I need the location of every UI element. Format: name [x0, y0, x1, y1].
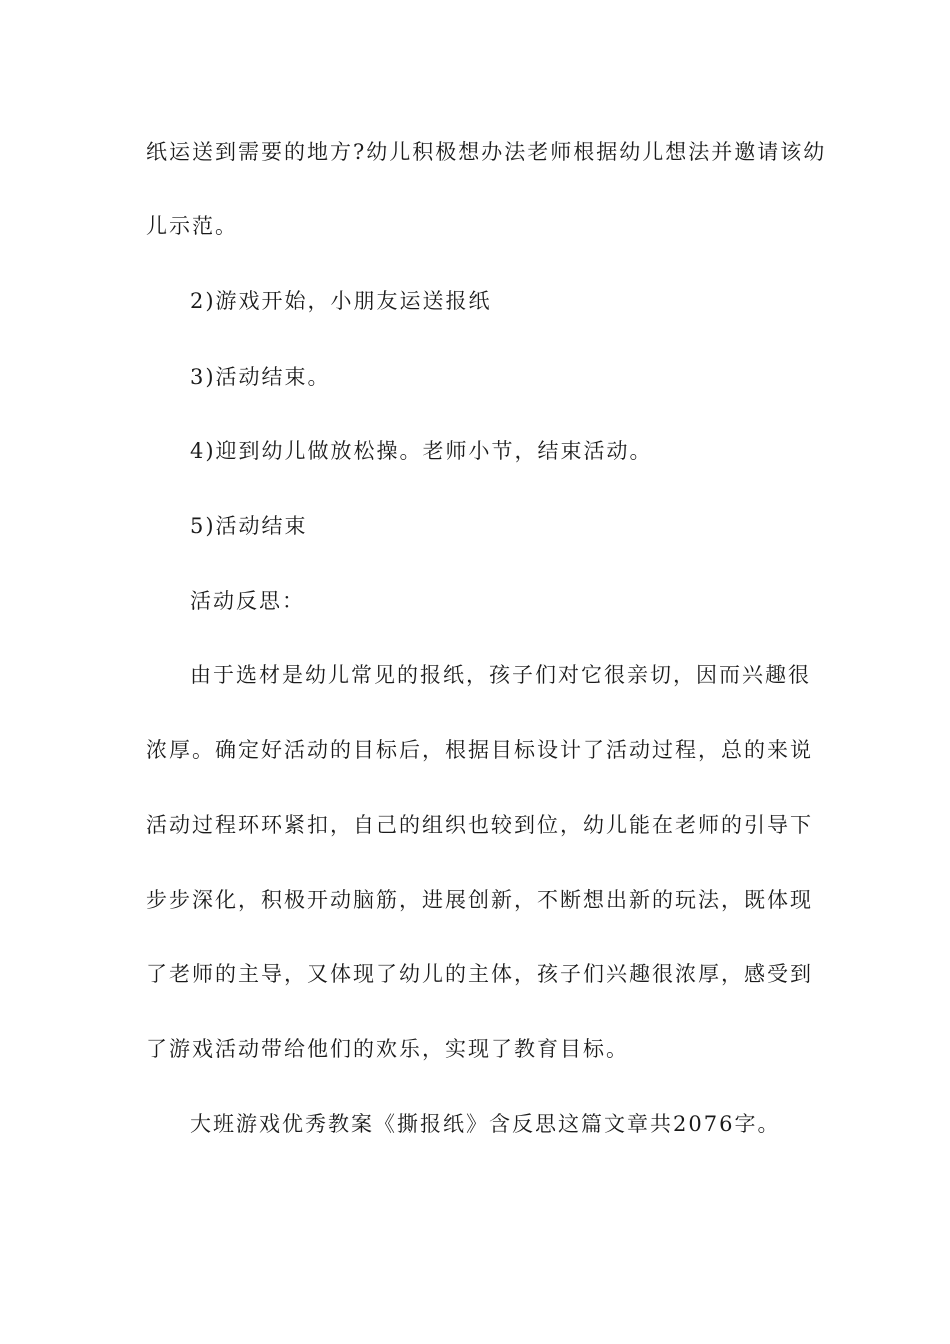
list-item-3: 3)活动结束。 — [190, 365, 331, 389]
paragraph-line: 儿示范。 — [146, 214, 238, 238]
paragraph-line: 浓厚。确定好活动的目标后，根据目标设计了活动过程，总的来说 — [146, 738, 813, 762]
list-item-2: 2)游戏开始，小朋友运送报纸 — [190, 289, 492, 313]
paragraph-line: 活动过程环环紧扣，自己的组织也较到位，幼儿能在老师的引导下 — [146, 813, 813, 837]
paragraph-line: 了老师的主导，又体现了幼儿的主体，孩子们兴趣很浓厚，感受到 — [146, 962, 813, 986]
list-item-5: 5)活动结束 — [190, 514, 308, 538]
list-item-4: 4)迎到幼儿做放松操。老师小节，结束活动。 — [190, 439, 653, 463]
paragraph-line: 了游戏活动带给他们的欢乐，实现了教育目标。 — [146, 1037, 629, 1061]
paragraph-line: 纸运送到需要的地方?幼儿积极想办法老师根据幼儿想法并邀请该幼 — [146, 140, 827, 164]
closing-note: 大班游戏优秀教案《撕报纸》含反思这篇文章共2076字。 — [190, 1112, 781, 1136]
paragraph-line: 步步深化，积极开动脑筋，进展创新，不断想出新的玩法，既体现 — [146, 888, 813, 912]
section-heading: 活动反思： — [190, 589, 305, 613]
paragraph-line: 由于选材是幼儿常见的报纸，孩子们对它很亲切，因而兴趣很 — [190, 663, 811, 687]
